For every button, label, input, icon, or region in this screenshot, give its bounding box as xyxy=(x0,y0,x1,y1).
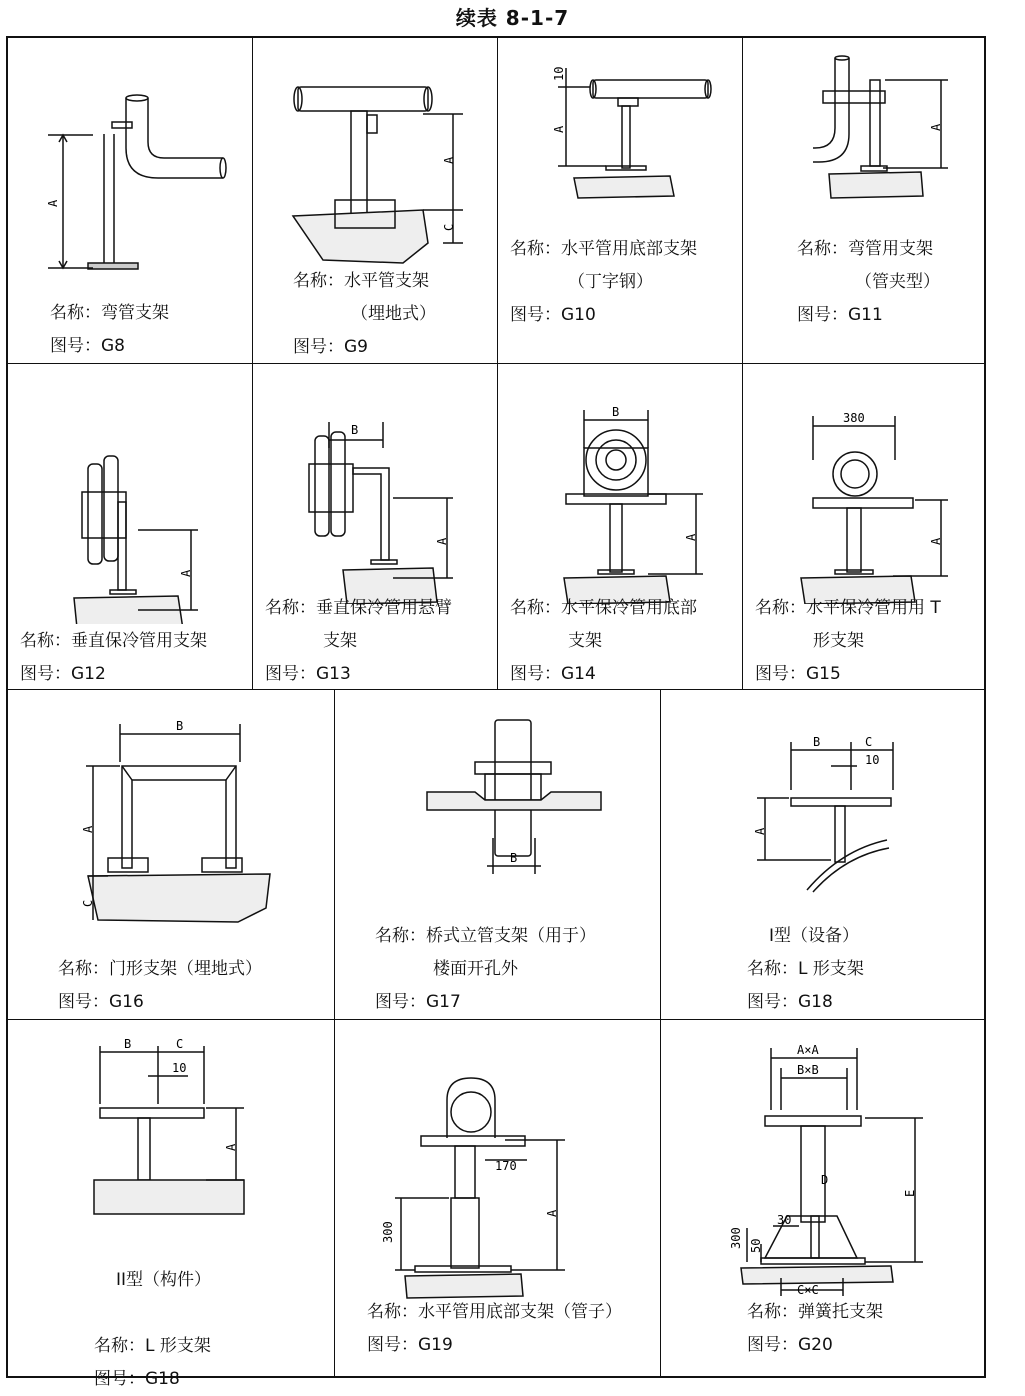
item-figure-no: 图号：G15 xyxy=(755,664,841,684)
item-name: 名称：L 形支架 xyxy=(94,1336,211,1356)
item-figure-no: 图号：G8 xyxy=(50,336,125,356)
cell-g16 xyxy=(8,690,335,1020)
support-table xyxy=(6,36,986,1389)
item-figure-no: 图号：G19 xyxy=(367,1335,453,1355)
item-figure-no: 图号：G12 xyxy=(20,664,106,684)
cell-g18-type2 xyxy=(8,1020,335,1389)
figure-g12 xyxy=(8,364,253,624)
item-figure-no: 图号：G18 xyxy=(94,1369,180,1389)
dim-b-label: B xyxy=(351,423,359,437)
dim-a-label: A xyxy=(442,156,456,164)
cell-g12 xyxy=(8,364,253,690)
dim-e-label: E xyxy=(903,1189,917,1197)
caption-g8 xyxy=(50,297,169,363)
item-figure-no: 图号：G9 xyxy=(293,337,368,357)
caption-g16 xyxy=(58,953,262,1019)
dim-10-label: 10 xyxy=(172,1061,187,1075)
figure-g8 xyxy=(8,38,253,298)
dim-380-label: 380 xyxy=(843,411,865,425)
dim-10-label: 10 xyxy=(552,66,566,81)
figure-g9 xyxy=(253,38,498,268)
figure-g20 xyxy=(661,1020,986,1300)
cell-g17 xyxy=(335,690,661,1020)
caption-g18-type2 xyxy=(94,1264,211,1396)
item-name: 名称：弯管支架 xyxy=(50,303,169,323)
item-name: 名称：垂直保冷管用悬臂 xyxy=(265,598,452,618)
dim-axa-label: A×A xyxy=(797,1043,819,1057)
caption-g19 xyxy=(367,1296,622,1362)
item-spacer xyxy=(94,1297,211,1330)
figure-g19 xyxy=(335,1020,661,1300)
dim-cxc-label: C×C xyxy=(797,1283,819,1297)
cell-g13 xyxy=(253,364,498,690)
item-name: 名称：L 形支架 xyxy=(747,959,864,979)
dim-300-label: 300 xyxy=(381,1221,395,1243)
dim-c-label: C xyxy=(865,735,873,749)
cell-g14 xyxy=(498,364,743,690)
dim-b-label: B xyxy=(124,1037,132,1051)
caption-g12 xyxy=(20,625,207,691)
caption-g10 xyxy=(510,233,697,332)
cell-g8 xyxy=(8,38,253,364)
cell-g20 xyxy=(661,1020,986,1376)
caption-g18-type1 xyxy=(747,920,864,1019)
figure-g14 xyxy=(498,364,743,604)
item-figure-no: 图号：G17 xyxy=(375,992,461,1012)
dim-c-label: C xyxy=(176,1037,184,1051)
dim-a-label: A xyxy=(929,537,943,545)
page-title: 续表 8-1-7 xyxy=(455,6,570,30)
item-figure-no: 图号：G16 xyxy=(58,992,144,1012)
item-subtype: （管夹型） xyxy=(855,272,940,292)
dim-50-label: 50 xyxy=(749,1238,763,1253)
caption-g14 xyxy=(510,592,697,691)
dim-10-label: 10 xyxy=(865,753,880,767)
item-subtype: I型（设备） xyxy=(769,926,860,946)
item-name: 名称：水平保冷管用底部 xyxy=(510,598,697,618)
item-name: 名称：门形支架（埋地式） xyxy=(58,959,262,979)
caption-g17 xyxy=(375,920,596,1019)
dim-a-label: A xyxy=(435,537,449,545)
cell-g19 xyxy=(335,1020,661,1376)
dim-bxb-label: B×B xyxy=(797,1063,819,1077)
item-name: 名称：弹簧托支架 xyxy=(747,1302,883,1322)
dim-a-label: A xyxy=(753,827,767,835)
cell-g18-type1 xyxy=(661,690,986,1020)
dim-d-label: D xyxy=(821,1173,829,1187)
figure-g11 xyxy=(743,38,986,233)
item-name-cont: 楼面开孔外 xyxy=(433,959,518,979)
dim-a-label: A xyxy=(929,123,943,131)
figure-g18-type2 xyxy=(8,1020,335,1260)
dim-a-label: A xyxy=(684,533,698,541)
cell-g10 xyxy=(498,38,743,364)
dim-a-label: A xyxy=(545,1209,559,1217)
dim-a-label: A xyxy=(179,569,193,577)
figure-g10 xyxy=(498,38,743,233)
figure-g16 xyxy=(8,690,335,940)
caption-g13 xyxy=(265,592,452,691)
dim-170-label: 170 xyxy=(495,1159,517,1173)
item-name: 名称：水平管用底部支架 xyxy=(510,239,697,259)
item-name-cont: 支架 xyxy=(568,631,602,651)
item-figure-no: 图号：G18 xyxy=(747,992,833,1012)
item-name-cont: 支架 xyxy=(323,631,357,651)
dim-c-label: C xyxy=(81,899,95,907)
item-subtype: （埋地式） xyxy=(351,304,436,324)
item-name: 名称：水平管用底部支架（管子） xyxy=(367,1302,622,1322)
dim-30-label: 30 xyxy=(777,1213,792,1227)
item-name: 名称：弯管用支架 xyxy=(797,239,933,259)
item-subtype: （丁字钢） xyxy=(568,272,653,292)
item-figure-no: 图号：G14 xyxy=(510,664,596,684)
dim-300-label: 300 xyxy=(729,1227,743,1249)
dim-a-label: A xyxy=(224,1143,238,1151)
dim-b-label: B xyxy=(612,405,620,419)
caption-g11 xyxy=(797,233,940,332)
dim-b-label: B xyxy=(510,851,518,865)
item-name: 名称：垂直保冷管用支架 xyxy=(20,631,207,651)
cell-g15 xyxy=(743,364,986,690)
caption-g20 xyxy=(747,1296,883,1362)
dim-a-label: A xyxy=(552,125,566,133)
item-figure-no: 图号：G10 xyxy=(510,305,596,325)
caption-g15 xyxy=(755,592,941,691)
figure-g17 xyxy=(335,690,661,890)
figure-g13 xyxy=(253,364,498,604)
caption-g9 xyxy=(293,265,436,364)
dim-b-label: B xyxy=(176,719,184,733)
dim-a-label: A xyxy=(46,199,60,207)
item-name: 名称：桥式立管支架（用于） xyxy=(375,926,596,946)
dim-b-label: B xyxy=(813,735,821,749)
item-name: 名称：水平管支架 xyxy=(293,271,429,291)
figure-g18-type1 xyxy=(661,690,986,900)
figure-g15 xyxy=(743,364,986,604)
item-name: 名称：水平保冷管用用 T xyxy=(755,598,941,618)
item-subtype: II型（构件） xyxy=(116,1270,212,1290)
item-figure-no: 图号：G11 xyxy=(797,305,883,325)
item-figure-no: 图号：G13 xyxy=(265,664,351,684)
dim-c-label: C xyxy=(442,223,456,231)
dim-a-label: A xyxy=(81,825,95,833)
cell-g11 xyxy=(743,38,986,364)
cell-g9 xyxy=(253,38,498,364)
item-name-cont: 形支架 xyxy=(813,631,864,651)
item-figure-no: 图号：G20 xyxy=(747,1335,833,1355)
